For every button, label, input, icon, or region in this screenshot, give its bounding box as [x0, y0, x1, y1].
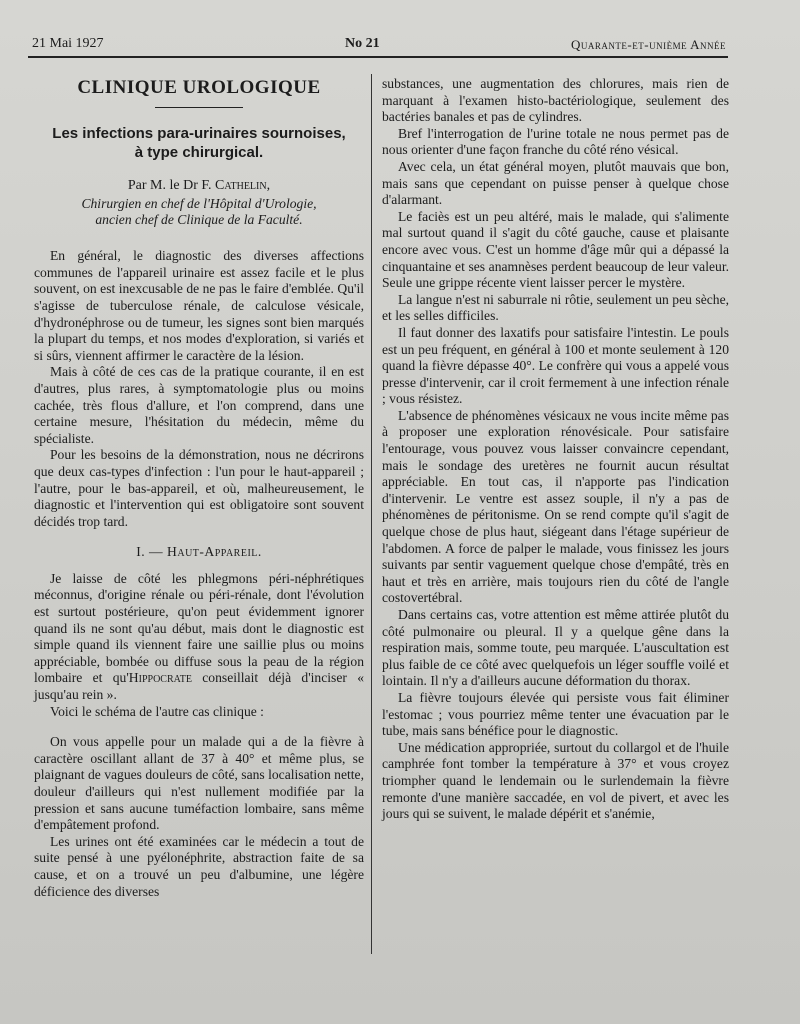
- paragraph: [34, 571, 364, 704]
- paragraph: En général, le diagnostic des diverses affections communes de l'appareil urinaire est assez facile et le plus souvent, on est inexcusable de ne pas le faire d'emblée. Qu'il s'agisse de tuberculose rénale, de calculose vésicale, d'hydronéphrose ou de tumeur, les signes sont bien marqués la plupart du temps, et nos modes d'exploration, si variés et si sûrs, viennent affirmer le caractère de la lésion.: [34, 248, 364, 363]
- subtitle-line-1: Les infections para-urinaires sournoises,: [52, 124, 346, 142]
- paragraph: Avec cela, un état général moyen, plutôt mauvais que bon, mais sans que cependant on puisse penser à quelque chose d'alarmant.: [382, 158, 729, 208]
- affiliation-line-1: Chirurgien en chef de l'Hôpital d'Urologie,: [81, 196, 317, 212]
- header-rule: [28, 56, 728, 58]
- paragraph: Mais à côté de ces cas de la pratique courante, il en est d'autres, plus rares, à symptomatologie plus ou moins cachée, très flous d'allure, et l'on comprend, dans une certaine mesure, l'hésitation du médecin, même du spécialiste.: [34, 364, 364, 446]
- affiliation-line-2: ancien chef de Clinique de la Faculté.: [95, 212, 303, 228]
- article-category: CLINIQUE UROLOGIQUE: [77, 77, 321, 98]
- paragraph-text: conseillait déjà d'inciser « jusqu'au rein ».: [34, 670, 364, 703]
- issue-date: 21 Mai 1927: [32, 36, 104, 51]
- paragraph: substances, une augmentation des chlorures, mais rien de marquant à l'examen histo-bactériologique, seulement des bactéries banales et pas de cylindres.: [382, 76, 729, 125]
- paragraph: Une médication appropriée, surtout du collargol et de l'huile camphrée font tomber la température à 37° et vous croyez triompher quand le lendemain ou le surlendemain la fièvre remonte d'une manière saccadée, en vol de pivert, et avec les jours qui se suivent, le malade dépérit et s'anémie,: [382, 739, 729, 822]
- paragraph: Bref l'interrogation de l'urine totale ne nous permet pas de nous orienter d'une façon franche du côté réno vésical.: [382, 125, 729, 158]
- title-rule: [155, 107, 243, 108]
- author-name: Cathelin,: [215, 177, 271, 193]
- paragraph: On vous appelle pour un malade qui a de la fièvre à caractère oscillant allant de 37 à 40° et même plus, se plaignant de vagues douleurs de côté, sans localisation nette, douleur d'ailleurs qui n'est nullement modifiée par la pression et sans aucune tuméfaction lombaire, sans même d'empâtement profond.: [34, 734, 364, 833]
- author-prefix: Par M. le Dr F.: [127, 177, 212, 193]
- spacer: [34, 720, 364, 734]
- paragraph: Voici le schéma de l'autre cas clinique :: [50, 703, 264, 719]
- article-author: [34, 178, 364, 195]
- paragraph: Pour les besoins de la démonstration, nous ne décrirons que deux cas-types d'infection : l'un pour le haut-appareil ; l'autre, pour le bas-appareil, et où, malheureusement, le diagnostic et l'intervention qui est obligatoire sont souvent décidés trop tard.: [34, 447, 364, 529]
- article-subtitle: [34, 124, 364, 162]
- section-title: Haut-Appareil.: [167, 544, 262, 560]
- column-divider: [371, 74, 372, 954]
- publication-year: Quarante-et-unième Année: [571, 37, 726, 52]
- section-number: I. —: [136, 544, 164, 560]
- paragraph: La fièvre toujours élevée qui persiste vous fait éliminer l'estomac ; vous pourriez même tenter une évacuation par le tube, mais sans bénéfice pour le diagnostic.: [382, 689, 729, 739]
- right-column: [382, 76, 729, 823]
- section-heading: [34, 544, 364, 561]
- paragraph-text: Je laisse de côté les phlegmons péri-néphrétiques méconnus, d'origine rénale ou péri-rénale, dont l'évolution est surtout postérieure, qu'on peut évidemment ignorer quand ils ne sont qu'au début, mais dont le diagnostic est simple quand ils viennent faire une saillie plus ou moins appréciable, bombée ou diffuse sous la peau de la région lombaire et qu': [34, 570, 364, 686]
- paragraph: Les urines ont été examinées car le médecin a tout de suite pensé à une pyélonéphrite, abstraction faite de sa cause, et on a trouvé un peu d'albumine, une légère déficience des diverses: [34, 833, 364, 899]
- paragraph: Dans certains cas, votre attention est même attirée plutôt du côté pulmonaire ou pleural. Il y a quelque gêne dans la respiration mais, somme toute, peu marquée. L'auscultation est plus faible de ce côté avec quelquefois un léger souffle voilé et lointain. Il n'y a d'ailleurs aucune déformation du thorax.: [382, 607, 729, 689]
- page-header: [30, 36, 726, 56]
- author-affiliation: [34, 196, 364, 228]
- left-column: [34, 76, 364, 900]
- paragraph: Il faut donner des laxatifs pour satisfaire l'intestin. Le pouls est un peu fréquent, en général à 100 et monte seulement à 120 quand la fièvre dépasse 40°. Le confrère qui vous a appelé vous presse d'intervenir, car il croit fermement à une infection rénale ; vous résistez.: [382, 324, 729, 407]
- hippocrate-name: Hippocrate: [128, 670, 192, 686]
- subtitle-line-2: à type chirurgical.: [134, 143, 264, 161]
- paragraph: La langue n'est ni saburrale ni rôtie, seulement un peu sèche, et les selles difficiles.: [382, 291, 729, 324]
- issue-number: No 21: [345, 36, 380, 51]
- paragraph: Le faciès est un peu altéré, mais le malade, qui s'alimente mal surtout quand il s'agit du côté gauche, cause et plaisante encore avec vous. C'est un homme d'âge mûr qui a dépassé la cinquantaine et ses anamnèses perdent beaucoup de leur valeur. Seule une grippe récente vient laisser percer le mystère.: [382, 208, 729, 291]
- paragraph: L'absence de phénomènes vésicaux ne vous incite même pas à proposer une exploration rénovésicale. Pour satisfaire l'entourage, vous pouvez vous laisser convaincre cependant, mais le sondage des uretères ne fournit aucun résultat appréciable. En tout cas, il n'apporte pas l'indication d'intervenir. Le ventre est assez souple, il n'y a pas de phénomènes de péritonisme. On se rend compte qu'il s'agit de quelque chose de plus haut, siégeant dans l'étage supérieur de l'abdomen. A force de palper le malade, vous finissez les jours suivants par sentir vaguement quelque chose d'empâté, très en haut et très en arrière, mais toujours rien du côté de l'angle costovertébral.: [382, 407, 729, 606]
